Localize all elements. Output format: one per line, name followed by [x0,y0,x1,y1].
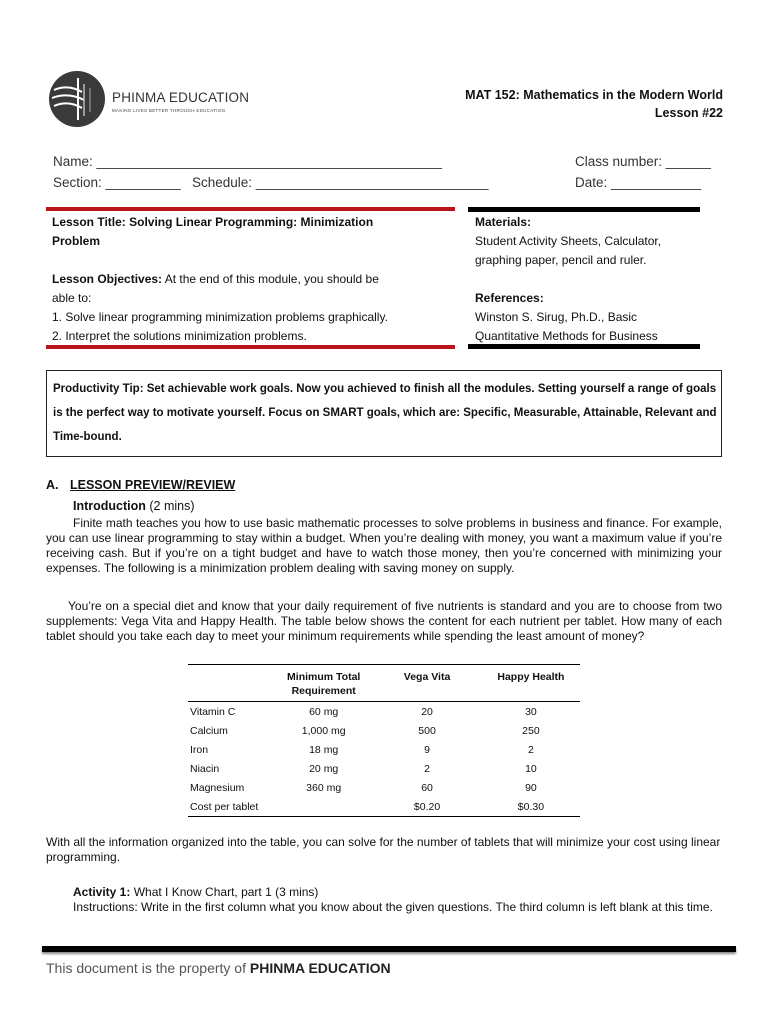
requirement-cell: 18 mg [309,743,339,756]
vega-vita-cell: 2 [424,762,430,775]
materials-box-top-rule [468,207,700,212]
after-table-paragraph: With all the information organized into the table, you can solve for the number of tablets that will minimize your cost using linear programming. [46,835,721,864]
nutrient-cell: Magnesium [190,781,245,794]
happy-health-cell: 250 [522,724,540,737]
table-row [188,759,580,778]
table-row [188,721,580,740]
date-field[interactable]: Date: ____________ [575,175,702,190]
objectives-label: Lesson Objectives: [52,272,163,286]
happy-health-cell: 90 [525,781,537,794]
productivity-tip-text: Productivity Tip: Set achievable work goals. Now you achieved to finish all the modules. Setting yourself a range of goals is the perfect way to motivate yourself. Focus on SMART goals, which are: Specific, Measurable, Attainable, Relevant and Time-bound. [53,383,717,443]
class-number-field[interactable]: Class number: ______ [575,154,711,169]
introduction-label: Introduction [73,499,146,513]
course-title: MAT 152: Mathematics in the Modern World [465,88,723,102]
objectives-intro: At the end of this module, you should be [162,272,379,286]
vega-vita-cell: 500 [418,724,436,737]
happy-health-cell: 30 [525,705,537,718]
nutrient-cell: Iron [190,743,209,756]
materials-line-1: Student Activity Sheets, Calculator, [475,234,662,248]
requirement-cell: 60 mg [309,705,339,718]
table-header-row [188,667,580,702]
intro-paragraph-1: Finite math teaches you how to use basic mathematic processes to solve problems in business and finance. For example, you can use linear programming to stay within a budget. When you’re dealing with money, you want a maximum value if you’re receiving cash. But if you’re on a tight budget and have to watch those money, then you’re concerned with minimizing your expenses. The following is a minimization problem dealing with saving money on supply. [46,516,722,575]
materials-label: Materials: [475,215,532,229]
happy-health-cell: $0.30 [517,800,545,813]
objective-1: 1. Solve linear programming minimization problems graphically. [52,310,388,324]
table-header-vega-vita: Vega Vita [372,667,482,702]
footer-prefix: This document is the property of [46,960,250,976]
section-a-title: LESSON PREVIEW/REVIEW [70,478,236,492]
table-row [188,778,580,797]
activity-label: Activity 1: [73,885,131,899]
logo-name: PHINMA EDUCATION [112,90,250,105]
vega-vita-cell: 9 [424,743,430,756]
requirement-cell: 360 mg [306,781,342,794]
materials-line-2: graphing paper, pencil and ruler. [475,253,647,267]
lesson-title-label: Lesson Title: Solving Linear Programming: Minimization [52,215,374,229]
footer-owner: PHINMA EDUCATION [249,960,391,976]
table-top-rule [188,664,580,665]
lesson-number: Lesson #22 [654,106,723,120]
nutrient-cell: Calcium [190,724,228,737]
objective-2: 2. Interpret the solutions minimization problems. [52,329,307,343]
introduction-time: (2 mins) [145,499,195,513]
table-header-nutrient [188,667,275,702]
section-a-heading [46,478,235,492]
requirement-cell: 1,000 mg [301,724,346,737]
activity-instructions: Instructions: Write in the first column what you know about the given questions. The third column is left blank at this time. [73,900,713,914]
happy-health-cell: 10 [525,762,537,775]
references-line-2: Quantitative Methods for Business [475,329,658,343]
introduction-heading [73,499,195,514]
nutrient-cell: Cost per tablet [190,800,259,813]
vega-vita-cell: 20 [421,705,433,718]
vega-vita-cell: 60 [421,781,433,794]
phinma-logo-icon [48,70,106,128]
materials-box [468,207,700,349]
name-field[interactable]: Name: ______________________________________________ [53,154,442,169]
section-field[interactable]: Section: __________ [53,175,181,190]
requirement-cell [275,797,372,817]
objectives-intro-cont: able to: [52,291,92,305]
footer-rule [42,946,736,952]
schedule-field[interactable]: Schedule: _______________________________ [192,175,489,190]
intro-paragraph-2: You’re on a special diet and know that your daily requirement of five nutrients is standard and you are to choose from two supplements: Vega Vita and Happy Health. The table below shows the content for each nutrient per tablet. How many of each tablet should you take each day to meet your minimum requirements while spending the least amount of money? [46,599,722,643]
nutrient-cell: Vitamin C [190,705,236,718]
materials-box-bottom-rule [468,344,700,349]
activity-title: What I Know Chart, part 1 (3 mins) [130,885,319,899]
lesson-info-box [46,207,455,349]
happy-health-cell: 2 [528,743,534,756]
course-heading [465,86,723,122]
logo-tagline: MAKING LIVES BETTER THROUGH EDUCATION [112,108,226,113]
table-row [188,797,580,817]
table-row [188,702,580,722]
footer-text [46,960,391,976]
nutrient-cell: Niacin [190,762,220,775]
table-header-happy-health: Happy Health [482,667,580,702]
productivity-tip-box [46,370,722,457]
lesson-box-bottom-rule [46,345,455,349]
lesson-title-label-cont: Problem [52,234,101,248]
table-header-requirement: Minimum Total Requirement [275,667,372,702]
references-label: References: [475,291,544,305]
lesson-box-top-rule [46,207,455,211]
vega-vita-cell: $0.20 [413,800,441,813]
activity-1 [73,885,723,915]
table-row [188,740,580,759]
references-line-1: Winston S. Sirug, Ph.D., Basic [475,310,638,324]
requirement-cell: 20 mg [309,762,339,775]
nutrient-table [188,667,580,817]
section-a-number: A. [46,478,59,492]
